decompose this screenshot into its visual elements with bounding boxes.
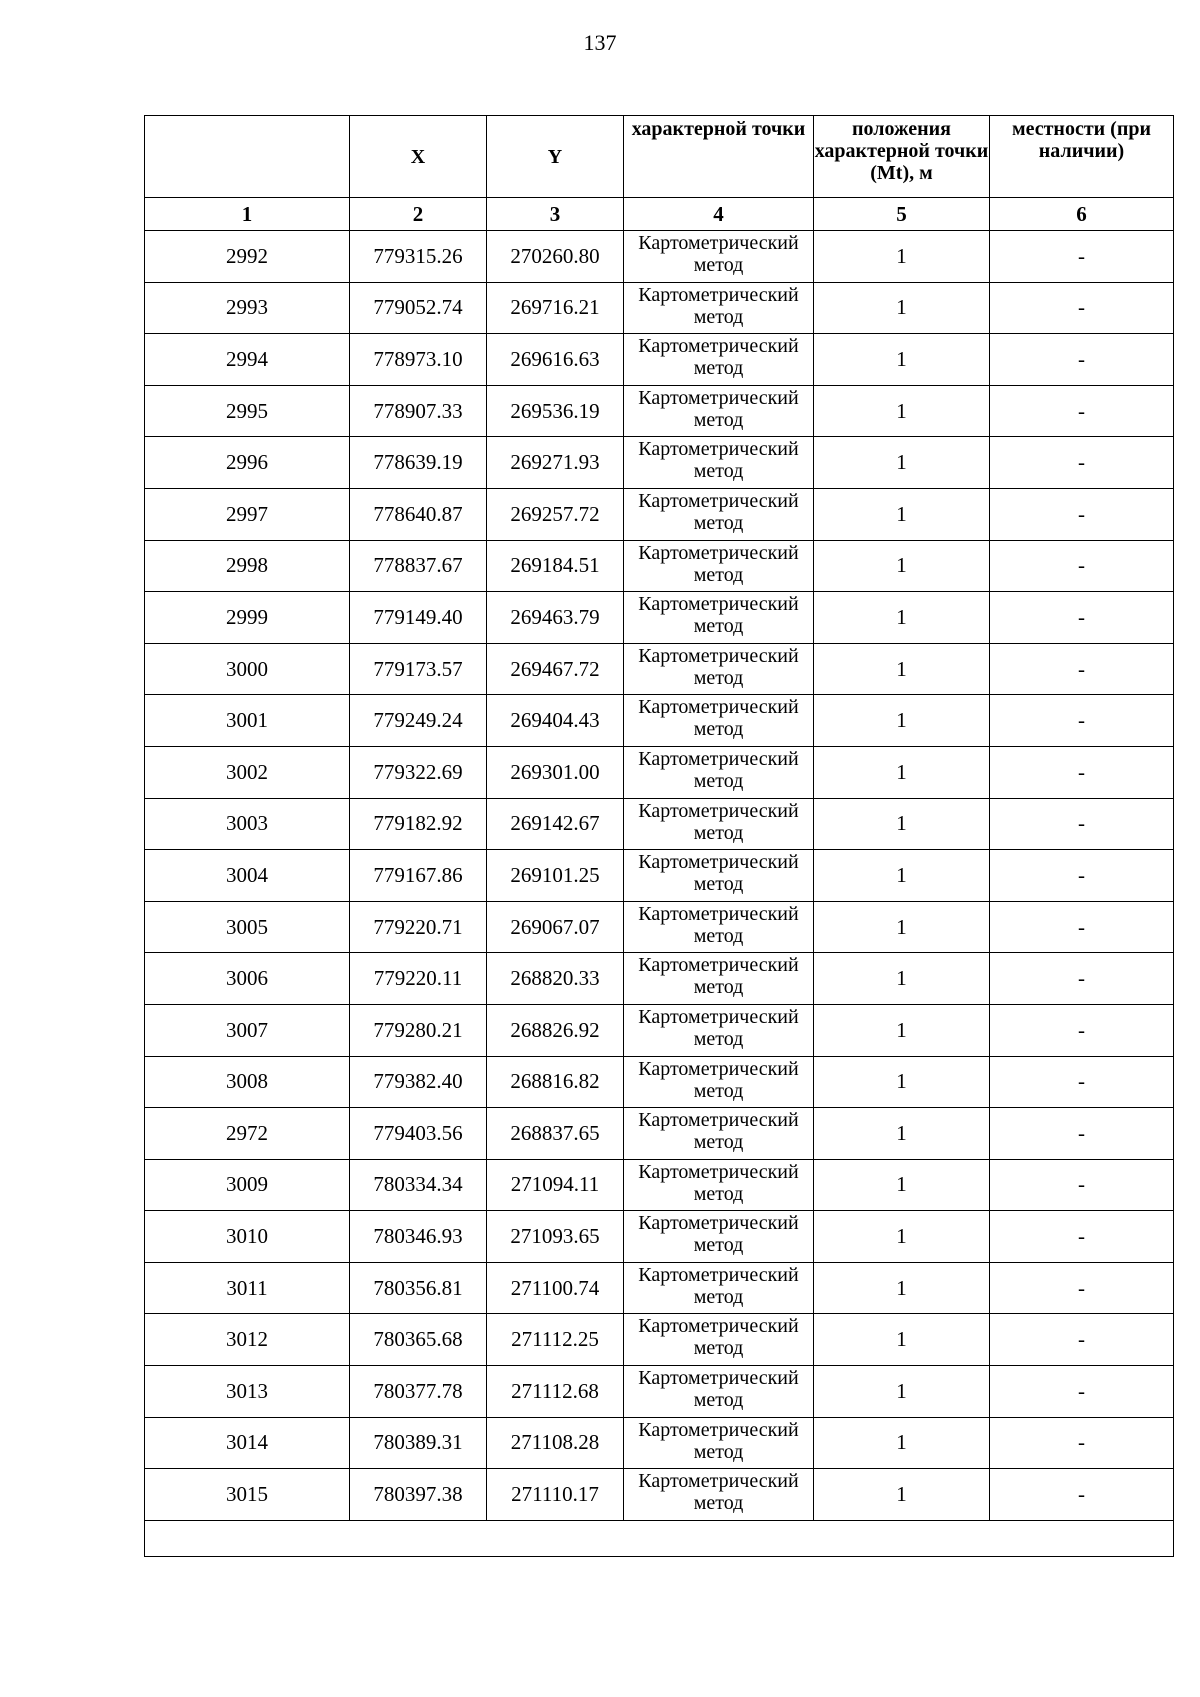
cell-method bbox=[624, 798, 814, 850]
cell-description: - bbox=[990, 385, 1174, 437]
cell-point-number: 3012 bbox=[145, 1314, 350, 1366]
header-description: местности (при наличии) bbox=[990, 116, 1174, 198]
header-x: X bbox=[350, 116, 487, 198]
method-line-1: Картометрический bbox=[638, 851, 799, 874]
cell-accuracy: 1 bbox=[814, 334, 990, 386]
cell-accuracy: 1 bbox=[814, 643, 990, 695]
cell-x: 778973.10 bbox=[350, 334, 487, 386]
cell-accuracy: 1 bbox=[814, 1314, 990, 1366]
cell-point-number: 3004 bbox=[145, 850, 350, 902]
method-line-2: метод bbox=[693, 408, 744, 431]
cell-accuracy: 1 bbox=[814, 746, 990, 798]
cell-method bbox=[624, 746, 814, 798]
table-row bbox=[145, 798, 1174, 850]
cell-method bbox=[624, 592, 814, 644]
cell-x: 778837.67 bbox=[350, 540, 487, 592]
cell-accuracy: 1 bbox=[814, 540, 990, 592]
cell-method bbox=[624, 695, 814, 747]
cell-x: 779382.40 bbox=[350, 1056, 487, 1108]
cell-y: 271112.68 bbox=[487, 1366, 624, 1418]
method-line-1: Картометрический bbox=[638, 335, 799, 358]
cell-y: 270260.80 bbox=[487, 231, 624, 283]
method-line-2: метод bbox=[693, 357, 744, 380]
cell-y: 271112.25 bbox=[487, 1314, 624, 1366]
cell-x: 778639.19 bbox=[350, 437, 487, 489]
cell-method bbox=[624, 1211, 814, 1263]
table-row bbox=[145, 1314, 1174, 1366]
cell-description: - bbox=[990, 1159, 1174, 1211]
cell-x: 779149.40 bbox=[350, 592, 487, 644]
table-row bbox=[145, 231, 1174, 283]
method-line-2: метод bbox=[693, 1492, 744, 1515]
table-row bbox=[145, 1211, 1174, 1263]
cell-point-number: 2998 bbox=[145, 540, 350, 592]
cell-method bbox=[624, 488, 814, 540]
cell-point-number: 2995 bbox=[145, 385, 350, 437]
method-line-2: метод bbox=[693, 1234, 744, 1257]
cell-description: - bbox=[990, 1366, 1174, 1418]
method-line-2: метод bbox=[693, 1079, 744, 1102]
cell-x: 779220.71 bbox=[350, 901, 487, 953]
cell-point-number: 2993 bbox=[145, 282, 350, 334]
cell-method bbox=[624, 540, 814, 592]
table-row bbox=[145, 1004, 1174, 1056]
method-line-1: Картометрический bbox=[638, 232, 799, 254]
table-empty-row bbox=[145, 1520, 1174, 1556]
cell-description: - bbox=[990, 488, 1174, 540]
cell-y: 271110.17 bbox=[487, 1469, 624, 1521]
cell-y: 269301.00 bbox=[487, 746, 624, 798]
cell-description: - bbox=[990, 1211, 1174, 1263]
cell-y: 269257.72 bbox=[487, 488, 624, 540]
cell-x: 779167.86 bbox=[350, 850, 487, 902]
table-row bbox=[145, 1056, 1174, 1108]
cell-point-number: 2997 bbox=[145, 488, 350, 540]
cell-point-number: 3009 bbox=[145, 1159, 350, 1211]
cell-description: - bbox=[990, 798, 1174, 850]
method-line-1: Картометрический bbox=[638, 1160, 799, 1183]
cell-description: - bbox=[990, 592, 1174, 644]
method-line-2: метод bbox=[693, 924, 744, 947]
cell-description: - bbox=[990, 1108, 1174, 1160]
method-line-2: метод bbox=[693, 254, 744, 276]
column-number: 3 bbox=[487, 198, 624, 231]
method-line-1: Картометрический bbox=[638, 954, 799, 977]
cell-x: 779249.24 bbox=[350, 695, 487, 747]
empty-cell bbox=[145, 1520, 1174, 1556]
cell-point-number: 3008 bbox=[145, 1056, 350, 1108]
method-line-2: метод bbox=[693, 1440, 744, 1463]
method-line-2: метод bbox=[693, 615, 744, 638]
table-row bbox=[145, 643, 1174, 695]
table-row bbox=[145, 334, 1174, 386]
cell-x: 780389.31 bbox=[350, 1417, 487, 1469]
cell-point-number: 3002 bbox=[145, 746, 350, 798]
cell-description: - bbox=[990, 1417, 1174, 1469]
method-line-1: Картометрический bbox=[638, 1212, 799, 1235]
table-body bbox=[145, 231, 1174, 1557]
cell-accuracy: 1 bbox=[814, 488, 990, 540]
cell-method bbox=[624, 1469, 814, 1521]
table-row bbox=[145, 1417, 1174, 1469]
cell-y: 268816.82 bbox=[487, 1056, 624, 1108]
cell-x: 779403.56 bbox=[350, 1108, 487, 1160]
method-line-2: метод bbox=[693, 718, 744, 741]
cell-x: 780346.93 bbox=[350, 1211, 487, 1263]
cell-description: - bbox=[990, 953, 1174, 1005]
cell-description: - bbox=[990, 540, 1174, 592]
cell-description: - bbox=[990, 1004, 1174, 1056]
cell-point-number: 3014 bbox=[145, 1417, 350, 1469]
cell-description: - bbox=[990, 334, 1174, 386]
cell-method bbox=[624, 1159, 814, 1211]
method-line-1: Картометрический bbox=[638, 747, 799, 770]
table-row bbox=[145, 1159, 1174, 1211]
column-number: 5 bbox=[814, 198, 990, 231]
header-accuracy: положения характерной точки (Mt), м bbox=[814, 116, 990, 198]
table-row bbox=[145, 437, 1174, 489]
table-row bbox=[145, 1366, 1174, 1418]
column-number: 4 bbox=[624, 198, 814, 231]
method-line-2: метод bbox=[693, 1182, 744, 1205]
cell-point-number: 2992 bbox=[145, 231, 350, 283]
cell-method bbox=[624, 850, 814, 902]
cell-y: 269716.21 bbox=[487, 282, 624, 334]
table-row bbox=[145, 592, 1174, 644]
cell-accuracy: 1 bbox=[814, 592, 990, 644]
table-row bbox=[145, 1108, 1174, 1160]
table-row bbox=[145, 1262, 1174, 1314]
cell-accuracy: 1 bbox=[814, 901, 990, 953]
cell-method bbox=[624, 1004, 814, 1056]
cell-description: - bbox=[990, 901, 1174, 953]
table-row bbox=[145, 282, 1174, 334]
header-point-number bbox=[145, 116, 350, 198]
cell-point-number: 3001 bbox=[145, 695, 350, 747]
cell-point-number: 2972 bbox=[145, 1108, 350, 1160]
cell-x: 779052.74 bbox=[350, 282, 487, 334]
cell-x: 780365.68 bbox=[350, 1314, 487, 1366]
method-line-1: Картометрический bbox=[638, 438, 799, 461]
cell-y: 269271.93 bbox=[487, 437, 624, 489]
cell-x: 778640.87 bbox=[350, 488, 487, 540]
cell-description: - bbox=[990, 282, 1174, 334]
method-line-2: метод bbox=[693, 1389, 744, 1412]
method-line-1: Картометрический bbox=[638, 1470, 799, 1493]
cell-description: - bbox=[990, 1469, 1174, 1521]
cell-point-number: 3003 bbox=[145, 798, 350, 850]
cell-description: - bbox=[990, 695, 1174, 747]
cell-accuracy: 1 bbox=[814, 1004, 990, 1056]
cell-x: 780377.78 bbox=[350, 1366, 487, 1418]
cell-method bbox=[624, 385, 814, 437]
cell-accuracy: 1 bbox=[814, 695, 990, 747]
cell-accuracy: 1 bbox=[814, 850, 990, 902]
method-line-1: Картометрический bbox=[638, 1057, 799, 1080]
table-row bbox=[145, 695, 1174, 747]
cell-accuracy: 1 bbox=[814, 282, 990, 334]
table-header-row bbox=[145, 116, 1174, 198]
cell-method bbox=[624, 901, 814, 953]
cell-point-number: 3013 bbox=[145, 1366, 350, 1418]
cell-method bbox=[624, 643, 814, 695]
cell-description: - bbox=[990, 850, 1174, 902]
method-line-2: метод bbox=[693, 460, 744, 483]
cell-point-number: 3000 bbox=[145, 643, 350, 695]
table-row bbox=[145, 953, 1174, 1005]
cell-point-number: 3006 bbox=[145, 953, 350, 1005]
method-line-1: Картометрический bbox=[638, 1263, 799, 1286]
cell-y: 269463.79 bbox=[487, 592, 624, 644]
cell-description: - bbox=[990, 1314, 1174, 1366]
table-row bbox=[145, 746, 1174, 798]
column-number: 6 bbox=[990, 198, 1174, 231]
method-line-1: Картометрический bbox=[638, 489, 799, 512]
cell-accuracy: 1 bbox=[814, 385, 990, 437]
cell-accuracy: 1 bbox=[814, 798, 990, 850]
cell-y: 269404.43 bbox=[487, 695, 624, 747]
cell-point-number: 2994 bbox=[145, 334, 350, 386]
cell-y: 269467.72 bbox=[487, 643, 624, 695]
cell-y: 271093.65 bbox=[487, 1211, 624, 1263]
method-line-2: метод bbox=[693, 1337, 744, 1360]
cell-method bbox=[624, 953, 814, 1005]
cell-accuracy: 1 bbox=[814, 437, 990, 489]
cell-x: 780334.34 bbox=[350, 1159, 487, 1211]
method-line-2: метод bbox=[693, 873, 744, 896]
cell-accuracy: 1 bbox=[814, 953, 990, 1005]
method-line-2: метод bbox=[693, 976, 744, 999]
cell-point-number: 3011 bbox=[145, 1262, 350, 1314]
method-line-1: Картометрический bbox=[638, 799, 799, 822]
cell-x: 779322.69 bbox=[350, 746, 487, 798]
cell-y: 269067.07 bbox=[487, 901, 624, 953]
cell-y: 269184.51 bbox=[487, 540, 624, 592]
cell-x: 780356.81 bbox=[350, 1262, 487, 1314]
method-line-1: Картометрический bbox=[638, 386, 799, 409]
method-line-1: Картометрический bbox=[638, 644, 799, 667]
table-row bbox=[145, 488, 1174, 540]
method-line-1: Картометрический bbox=[638, 902, 799, 925]
coordinates-table bbox=[144, 115, 1174, 1557]
cell-description: - bbox=[990, 231, 1174, 283]
cell-method bbox=[624, 1262, 814, 1314]
method-line-2: метод bbox=[693, 1285, 744, 1308]
cell-description: - bbox=[990, 1262, 1174, 1314]
cell-method bbox=[624, 334, 814, 386]
method-line-2: метод bbox=[693, 769, 744, 792]
cell-y: 269616.63 bbox=[487, 334, 624, 386]
cell-method bbox=[624, 1314, 814, 1366]
page-number: 137 bbox=[583, 30, 617, 55]
method-line-2: метод bbox=[693, 821, 744, 844]
cell-x: 780397.38 bbox=[350, 1469, 487, 1521]
method-line-1: Картометрический bbox=[638, 1109, 799, 1132]
cell-y: 269142.67 bbox=[487, 798, 624, 850]
method-line-2: метод bbox=[693, 511, 744, 534]
cell-y: 268826.92 bbox=[487, 1004, 624, 1056]
cell-method bbox=[624, 282, 814, 334]
cell-y: 271094.11 bbox=[487, 1159, 624, 1211]
cell-accuracy: 1 bbox=[814, 1108, 990, 1160]
cell-accuracy: 1 bbox=[814, 1159, 990, 1211]
cell-x: 779280.21 bbox=[350, 1004, 487, 1056]
cell-description: - bbox=[990, 437, 1174, 489]
cell-x: 779173.57 bbox=[350, 643, 487, 695]
column-number: 1 bbox=[145, 198, 350, 231]
method-line-2: метод bbox=[693, 666, 744, 689]
header-method: характерной точки bbox=[624, 116, 814, 198]
cell-point-number: 3007 bbox=[145, 1004, 350, 1056]
cell-accuracy: 1 bbox=[814, 1469, 990, 1521]
cell-method bbox=[624, 231, 814, 283]
method-line-1: Картометрический bbox=[638, 541, 799, 564]
method-line-1: Картометрический bbox=[638, 1005, 799, 1028]
method-line-2: метод bbox=[693, 305, 744, 328]
cell-x: 779182.92 bbox=[350, 798, 487, 850]
cell-x: 778907.33 bbox=[350, 385, 487, 437]
table-row bbox=[145, 385, 1174, 437]
method-line-1: Картометрический bbox=[638, 593, 799, 616]
method-line-2: метод bbox=[693, 1131, 744, 1154]
method-line-1: Картометрический bbox=[638, 696, 799, 719]
cell-accuracy: 1 bbox=[814, 1211, 990, 1263]
method-line-1: Картометрический bbox=[638, 1367, 799, 1390]
cell-method bbox=[624, 1056, 814, 1108]
cell-y: 271100.74 bbox=[487, 1262, 624, 1314]
cell-y: 268820.33 bbox=[487, 953, 624, 1005]
cell-x: 779315.26 bbox=[350, 231, 487, 283]
table-row bbox=[145, 850, 1174, 902]
cell-accuracy: 1 bbox=[814, 231, 990, 283]
cell-method bbox=[624, 1417, 814, 1469]
cell-description: - bbox=[990, 1056, 1174, 1108]
cell-accuracy: 1 bbox=[814, 1417, 990, 1469]
method-line-1: Картометрический bbox=[638, 283, 799, 306]
cell-point-number: 3015 bbox=[145, 1469, 350, 1521]
table-row bbox=[145, 540, 1174, 592]
cell-description: - bbox=[990, 746, 1174, 798]
cell-x: 779220.11 bbox=[350, 953, 487, 1005]
cell-y: 268837.65 bbox=[487, 1108, 624, 1160]
cell-description: - bbox=[990, 643, 1174, 695]
cell-y: 271108.28 bbox=[487, 1417, 624, 1469]
cell-method bbox=[624, 1108, 814, 1160]
cell-y: 269536.19 bbox=[487, 385, 624, 437]
cell-point-number: 3010 bbox=[145, 1211, 350, 1263]
method-line-2: метод bbox=[693, 563, 744, 586]
cell-point-number: 2999 bbox=[145, 592, 350, 644]
cell-accuracy: 1 bbox=[814, 1056, 990, 1108]
cell-point-number: 3005 bbox=[145, 901, 350, 953]
table-row bbox=[145, 1469, 1174, 1521]
cell-accuracy: 1 bbox=[814, 1366, 990, 1418]
table-row bbox=[145, 901, 1174, 953]
cell-method bbox=[624, 437, 814, 489]
cell-point-number: 2996 bbox=[145, 437, 350, 489]
column-number-row bbox=[145, 198, 1174, 231]
method-line-1: Картометрический bbox=[638, 1418, 799, 1441]
cell-y: 269101.25 bbox=[487, 850, 624, 902]
cell-accuracy: 1 bbox=[814, 1262, 990, 1314]
column-number: 2 bbox=[350, 198, 487, 231]
header-y: Y bbox=[487, 116, 624, 198]
method-line-2: метод bbox=[693, 1027, 744, 1050]
method-line-1: Картометрический bbox=[638, 1315, 799, 1338]
cell-method bbox=[624, 1366, 814, 1418]
